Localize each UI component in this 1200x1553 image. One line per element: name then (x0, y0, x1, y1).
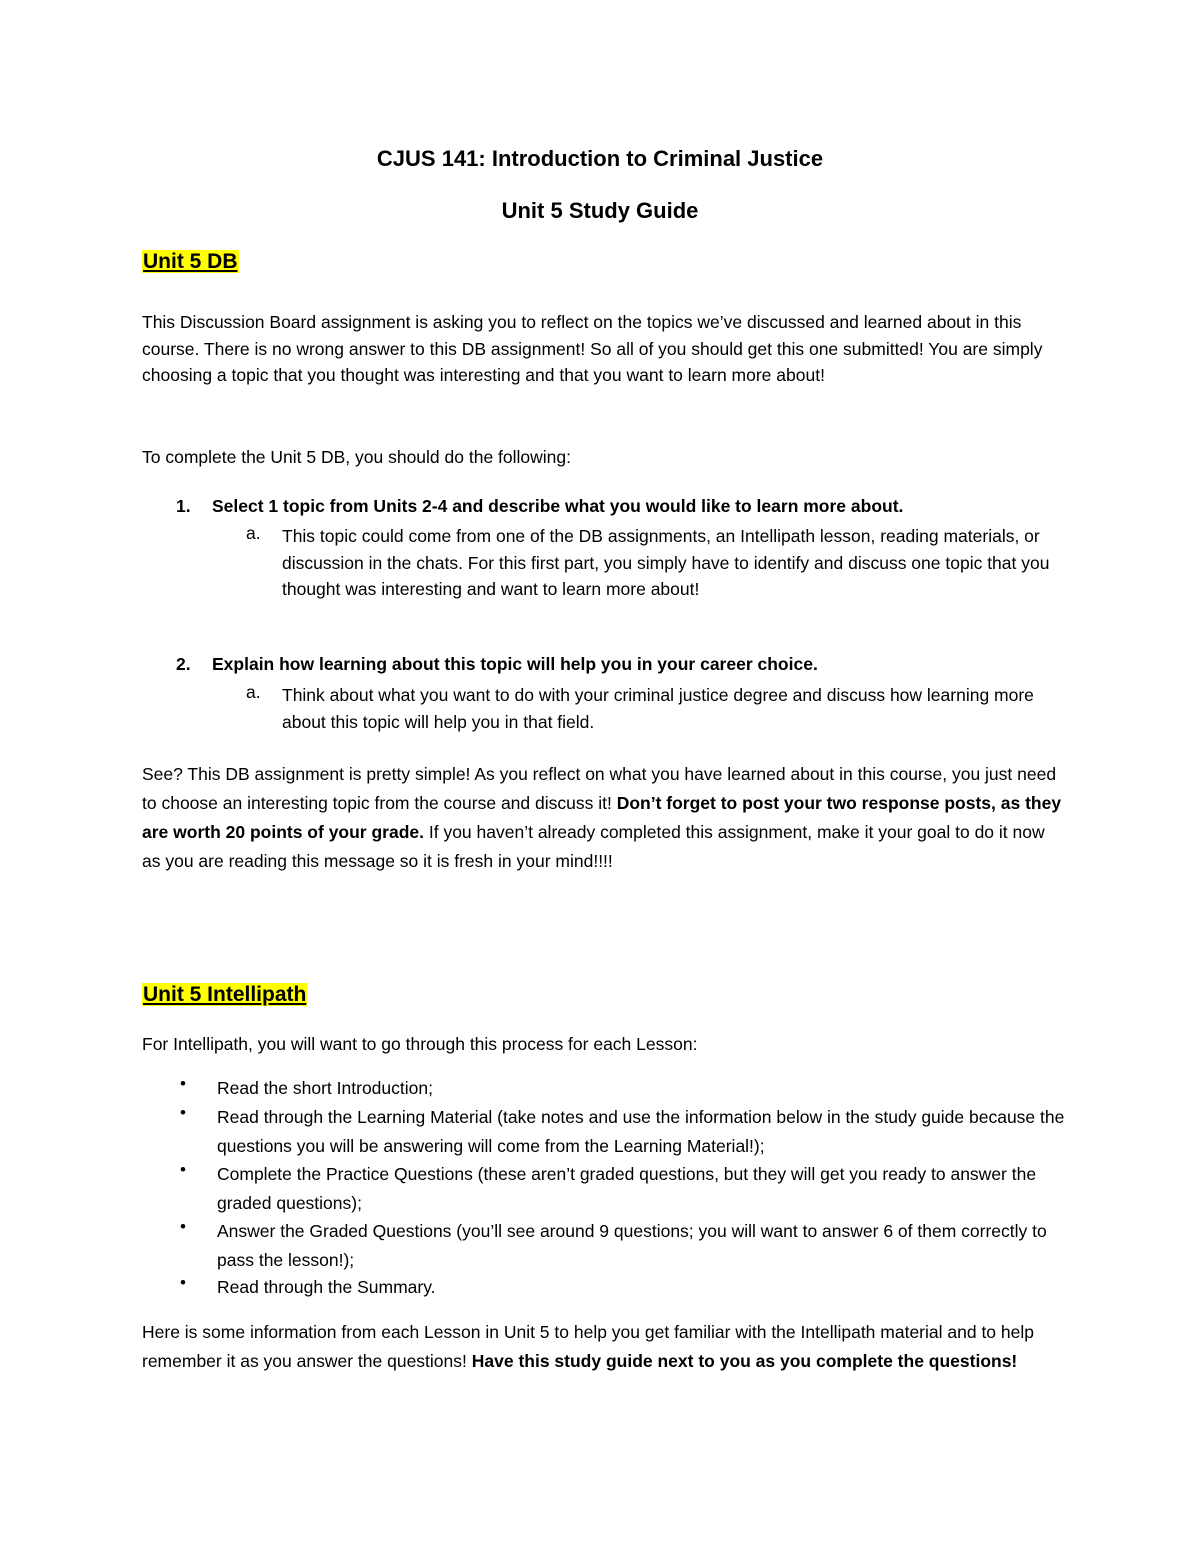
db-closing-paragraph (142, 760, 1062, 876)
intellipath-closing-text: Here is some information from each Lesson in Unit 5 to help you get familiar with the Intellipath material and to help remember it as you answer the questions! (142, 1322, 1034, 1371)
step-2-sub-text: Think about what you want to do with your criminal justice degree and discuss how learning more about this topic will help you in that field. (282, 685, 1034, 732)
intellipath-item-5: Read through the Summary. (217, 1277, 436, 1297)
bullet-icon: • (180, 1103, 186, 1122)
db-closing-emphasis: Don’t forget to post your two response posts, as they are worth 20 points of your grade. (142, 793, 1062, 842)
intellipath-item-4: Answer the Graded Questions (you’ll see around 9 questions; you will want to answer 6 of them correctly to pass the lesson!); (217, 1221, 1047, 1270)
document-subtitle: Unit 5 Study Guide (501, 198, 699, 223)
bullet-icon: • (180, 1273, 186, 1292)
intellipath-item-3: Complete the Practice Questions (these aren’t graded questions, but they will get you ready to answer the graded questions); (217, 1164, 1037, 1213)
section-heading-db (142, 250, 239, 274)
intellipath-closing-emphasis: Have this study guide next to you as you complete the questions! (471, 1351, 1018, 1371)
step-1-sub-text: This topic could come from one of the DB assignments, an Intellipath lesson, reading materials, or discussion in the chats. For this first part, you simply have to identify and discuss one topic that you thought was interesting and want to learn more about! (282, 526, 1050, 599)
db-intro-paragraph: This Discussion Board assignment is asking you to reflect on the topics we’ve discussed and learned about in this course. There is no wrong answer to this DB assignment! So all of you should get this one submitted! You are simply choosing a topic that you thought was interesting and that you want to learn more about! (142, 312, 1043, 385)
db-lead-paragraph: To complete the Unit 5 DB, you should do the following: (142, 447, 571, 467)
db-closing-text-2: If you haven’t already completed this assignment, make it your goal to do it now as you are reading this message so it is fresh in your mind!!!! (142, 822, 1045, 871)
step-2-sub-letter: a. (246, 682, 261, 702)
step-2-title: Explain how learning about this topic will help you in your career choice. (212, 654, 818, 674)
bullet-icon: • (180, 1074, 186, 1093)
step-1-sub-letter: a. (246, 523, 261, 543)
bullet-icon: • (180, 1217, 186, 1236)
db-closing-text-1: See? This DB assignment is pretty simple! As you reflect on what you have learned about in this course, you just need to choose an interesting topic from the course and discuss it! (142, 764, 1057, 813)
step-2-number: 2. (176, 654, 191, 674)
step-1-number: 1. (176, 496, 191, 516)
document-title: CJUS 141: Introduction to Criminal Justice (376, 146, 824, 171)
section-heading-intellipath (142, 983, 307, 1007)
section-heading-db-text: Unit 5 DB (143, 250, 238, 273)
intellipath-closing-paragraph (142, 1318, 1062, 1376)
intellipath-item-2: Read through the Learning Material (take notes and use the information below in the study guide because the questions you will be answering will come from the Learning Material!); (217, 1107, 1065, 1156)
intellipath-item-1: Read the short Introduction; (217, 1078, 433, 1098)
section-heading-intellipath-text: Unit 5 Intellipath (143, 983, 307, 1006)
step-1-title: Select 1 topic from Units 2-4 and describe what you would like to learn more about. (212, 496, 904, 516)
intellipath-lead-paragraph: For Intellipath, you will want to go through this process for each Lesson: (142, 1034, 698, 1054)
bullet-icon: • (180, 1160, 186, 1179)
